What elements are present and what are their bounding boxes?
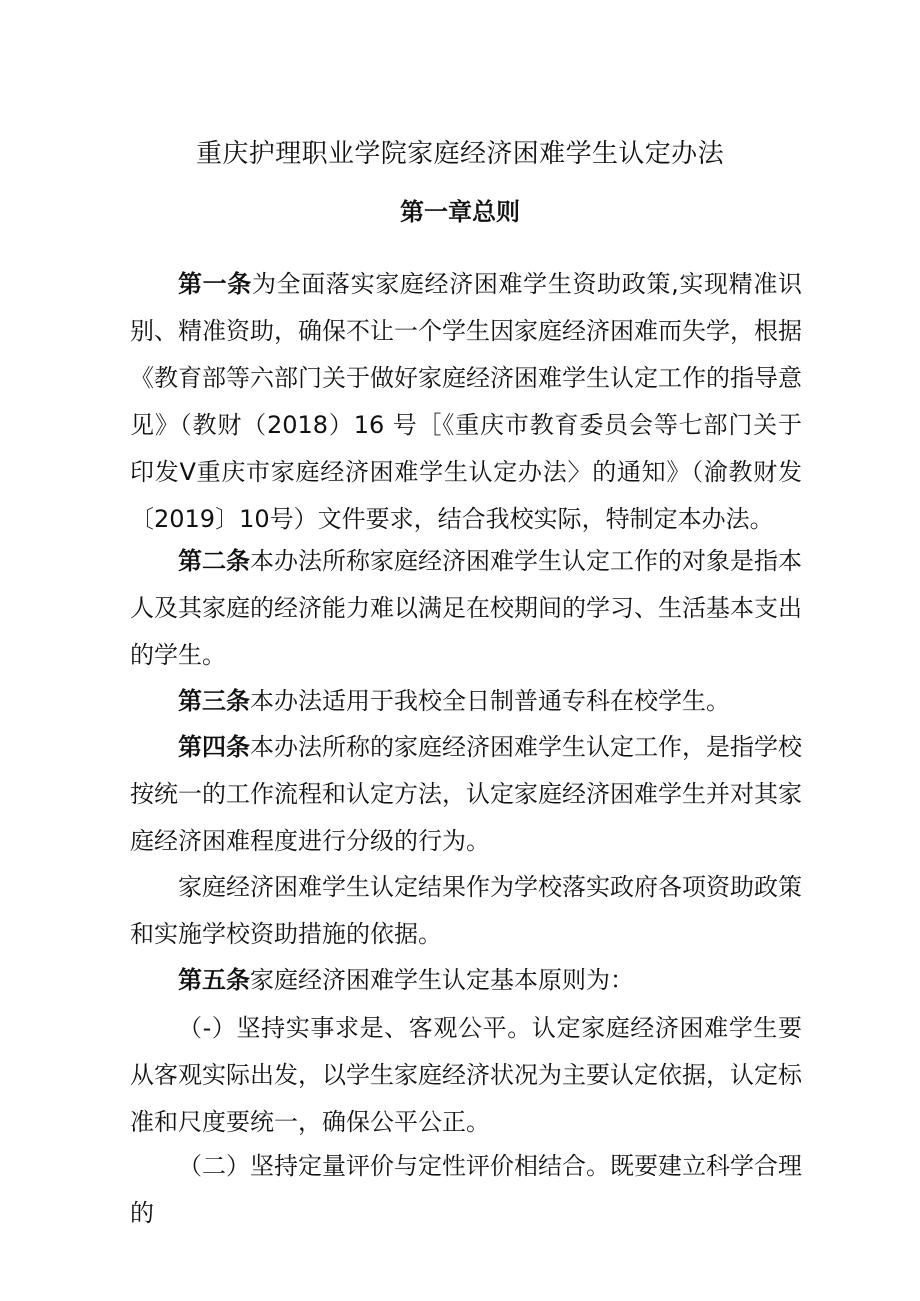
chapter-heading: 第一章总则 xyxy=(400,198,520,226)
principle-2 xyxy=(130,1143,802,1237)
article-5 xyxy=(130,957,802,1004)
article-4-label: 第四条 xyxy=(178,733,250,761)
article-1-text: 为全面落实家庭经济困难学生资助政策,实现精准识别、精准资助，确保不让一个学生因家庭经济困难而失学，根据《教育部等六部门关于做好家庭经济困难学生认定工作的指导意见》（教财（2018）16 号［《重庆市教育委员会等七部门关于印发Ⅴ重庆市家庭经济困难学生认定办法〉的通知》（渝教财发〔2019〕10号）文件要求，结合我校实际，特制定本办法。 xyxy=(130,270,802,533)
article-2-label: 第二条 xyxy=(178,547,250,575)
article-2-text: 本办法所称家庭经济困难学生认定工作的对象是指本人及其家庭的经济能力难以满足在校期间的学习、生活基本支出的学生。 xyxy=(130,547,802,669)
principle-1-text: （-）坚持实事求是、客观公平。认定家庭经济困难学生要从客观实际出发，以学生家庭经济状况为主要认定依据，认定标准和尺度要统一，确保公平公正。 xyxy=(130,1014,802,1136)
document-title: 重庆护理职业学院家庭经济困难学生认定办法 xyxy=(195,139,724,169)
article-1 xyxy=(130,261,802,543)
article-2 xyxy=(130,538,802,679)
article-4-followup-text: 家庭经济困难学生认定结果作为学校落实政府各项资助政策和实施学校资助措施的依据。 xyxy=(130,873,802,948)
article-4 xyxy=(130,724,802,865)
principle-1 xyxy=(130,1005,802,1146)
article-1-label: 第一条 xyxy=(178,270,252,298)
article-3 xyxy=(130,678,802,725)
article-3-text: 本办法适用于我校全日制普通专科在校学生。 xyxy=(250,687,730,715)
article-3-label: 第三条 xyxy=(178,687,250,715)
article-4-text: 本办法所称的家庭经济困难学生认定工作，是指学校按统一的工作流程和认定方法，认定家庭经济困难学生并对其家庭经济困难程度进行分级的行为。 xyxy=(130,733,802,855)
article-5-text: 家庭经济困难学生认定基本原则为： xyxy=(250,966,634,994)
article-4-followup xyxy=(130,864,802,958)
article-5-label: 第五条 xyxy=(178,966,250,994)
principle-2-text: （二）坚持定量评价与定性评价相结合。既要建立科学合理的 xyxy=(130,1152,802,1227)
